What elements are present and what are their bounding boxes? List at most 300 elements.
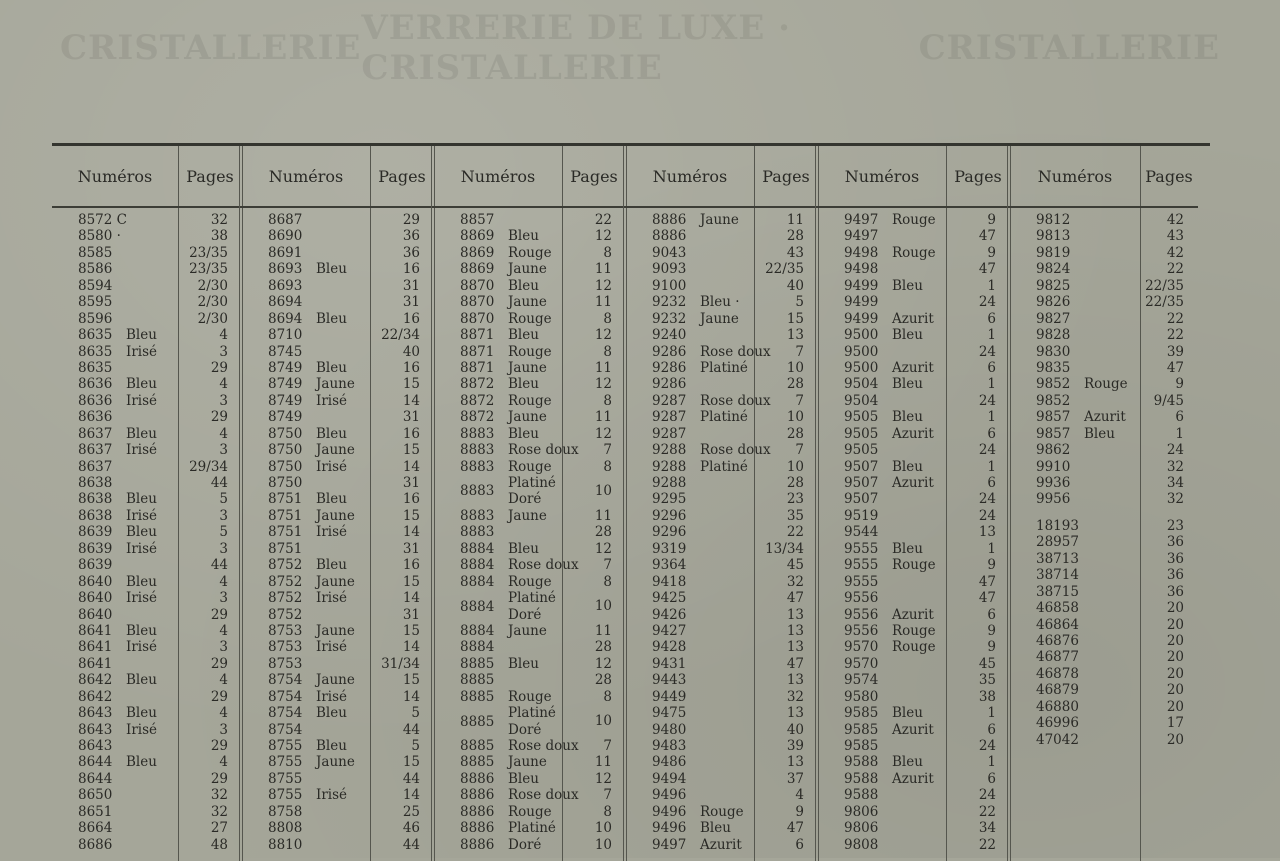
item-number: 9819 [1036, 244, 1071, 261]
table-row [242, 327, 370, 343]
page-reference: 24 [978, 491, 996, 508]
table-row [818, 574, 946, 590]
item-color: Bleu [126, 705, 157, 722]
item-number: 8691 [268, 244, 303, 261]
table-row [434, 623, 562, 639]
item-number: 8755 [268, 754, 303, 771]
table-row [1010, 491, 1140, 507]
table-row [434, 376, 562, 392]
page-reference: 20 [1166, 632, 1184, 649]
table-row [52, 360, 178, 376]
table-row [434, 212, 562, 228]
item-number: 8883 [460, 425, 495, 442]
page-reference: 20 [1166, 600, 1184, 617]
item-color: Bleu [316, 705, 347, 722]
page-reference: 6 [987, 475, 996, 491]
item-number: 8572 C [78, 212, 127, 228]
table-row [626, 590, 754, 606]
page-reference: 10 [594, 483, 612, 499]
item-color: Bleu [508, 277, 539, 294]
item-number: 9295 [652, 491, 687, 508]
page-reference: 11 [594, 622, 612, 639]
table-row [626, 705, 754, 721]
item-number: 8637 [78, 458, 113, 475]
item-color: Jaune [316, 573, 355, 590]
item-number: 9504 [844, 376, 879, 393]
page-reference: 28 [786, 228, 804, 245]
page-reference: 29 [210, 738, 228, 754]
page-reference: 3 [219, 343, 228, 360]
table-row [818, 607, 946, 623]
table-row [1010, 584, 1140, 600]
item-color: Bleu [316, 491, 347, 508]
page-reference: 11 [594, 294, 612, 311]
item-number: 8749 [268, 392, 303, 409]
page-reference: 16 [402, 359, 420, 376]
table-row [242, 294, 370, 310]
item-number: 9570 [844, 639, 879, 656]
item-number: 8870 [460, 294, 495, 311]
item-number: 9585 [844, 721, 879, 738]
table-row [434, 656, 562, 672]
item-number: 8596 [78, 310, 113, 327]
table-row [1010, 551, 1140, 567]
item-color: Rouge [508, 688, 552, 705]
item-number: 9828 [1036, 327, 1071, 344]
table-row [1010, 327, 1140, 343]
table-row [818, 228, 946, 244]
table-row [626, 294, 754, 310]
double-rule [1007, 146, 1008, 861]
table-row [1010, 228, 1140, 244]
item-number: 8885 [460, 713, 495, 730]
table-row [1010, 518, 1140, 534]
item-number: 18193 [1036, 517, 1079, 534]
page-reference: 16 [402, 310, 420, 327]
page-reference: 31 [402, 475, 420, 491]
table-row [626, 392, 771, 409]
page-reference: 1 [987, 376, 996, 393]
item-number: 8884 [460, 573, 495, 590]
table-row [626, 820, 754, 836]
item-number: 8639 [78, 557, 113, 574]
item-number: 8749 [268, 409, 303, 426]
table-row [1010, 459, 1140, 475]
item-number: 8758 [268, 803, 303, 820]
numeros-header: Numéros [818, 146, 946, 208]
item-number: 8643 [78, 705, 113, 722]
table-row [52, 294, 178, 310]
item-number: 46879 [1036, 682, 1079, 699]
item-number: 9574 [844, 672, 879, 689]
page-reference: 31 [402, 277, 420, 294]
item-number: 9556 [844, 590, 879, 607]
numeros-header: Numéros [52, 146, 178, 208]
table-row [626, 212, 754, 228]
item-number: 9812 [1036, 212, 1071, 228]
page-reference: 24 [978, 392, 996, 409]
item-number: 8872 [460, 392, 495, 409]
item-color: Irisé [316, 392, 348, 409]
page-reference: 31 [402, 294, 420, 311]
page-reference: 45 [978, 655, 996, 672]
page-reference: 6 [987, 606, 996, 623]
item-number: 46996 [1036, 715, 1079, 732]
item-number: 8883 [460, 507, 495, 524]
pages-header: Pages [1140, 146, 1198, 208]
table-row [242, 804, 370, 820]
table-row [1010, 534, 1140, 550]
item-number: 8639 [78, 540, 113, 557]
page-reference: 4 [219, 705, 228, 722]
table-row [52, 820, 178, 836]
page-reference: 14 [402, 787, 420, 804]
item-number: 8871 [460, 327, 495, 344]
table-row [626, 343, 771, 360]
item-number: 8755 [268, 770, 303, 787]
page-reference: 39 [786, 738, 804, 754]
page-reference: 22 [978, 803, 996, 820]
item-color: Jaune [316, 442, 355, 459]
page-reference: 37 [786, 770, 804, 787]
item-color: Rouge [508, 244, 552, 261]
page-reference: 13 [978, 524, 996, 541]
item-color: Irisé [316, 524, 348, 541]
item-number: 8710 [268, 327, 303, 344]
ghost-title-left: CRISTALLERIE [60, 28, 362, 68]
pages-column-4 [754, 146, 819, 861]
table-row [242, 475, 370, 491]
table-row [434, 426, 562, 442]
table-row [626, 574, 754, 590]
table-row [434, 261, 562, 277]
table-row [1010, 600, 1140, 616]
item-number: 8585 [78, 244, 113, 261]
item-color: Irisé [126, 590, 158, 607]
page-reference: 3 [219, 721, 228, 738]
table-row [434, 278, 562, 294]
item-color: Irisé [126, 639, 158, 656]
page-reference: 5 [411, 738, 420, 754]
table-row [626, 278, 754, 294]
table-row [818, 294, 946, 310]
item-number: 9286 [652, 376, 687, 393]
page-reference: 10 [594, 713, 612, 730]
item-number: 9910 [1036, 458, 1071, 475]
numeros-header: Numéros [242, 146, 370, 208]
table-row [818, 475, 946, 491]
item-number: 8884 [460, 540, 495, 557]
item-color: Bleu [892, 327, 923, 344]
page-reference: 44 [402, 721, 420, 738]
item-color: Jaune [316, 672, 355, 689]
item-color: Irisé [126, 343, 158, 360]
page-reference: 2/30 [197, 294, 228, 311]
table-row [242, 442, 370, 458]
table-row [1010, 567, 1140, 583]
page-reference: 32 [786, 688, 804, 705]
item-number: 9296 [652, 524, 687, 541]
page-reference: 13 [786, 754, 804, 771]
page-reference: 29 [210, 770, 228, 787]
table-row [818, 261, 946, 277]
page-reference: 14 [402, 639, 420, 656]
table-row [818, 426, 946, 442]
item-color: Rose doux [700, 392, 771, 409]
item-number: 8642 [78, 688, 113, 705]
table-row [434, 228, 562, 244]
item-number: 9826 [1036, 294, 1071, 311]
table-row [242, 344, 370, 360]
page-reference: 22/35 [765, 261, 804, 278]
item-color: Bleu [316, 310, 347, 327]
item-number: 8886 [460, 803, 495, 820]
table-row [818, 491, 946, 507]
table-row [818, 393, 946, 409]
pages-column-2 [370, 146, 435, 861]
item-number: 8637 [78, 425, 113, 442]
page-reference: 1 [987, 540, 996, 557]
page-reference: 32 [210, 787, 228, 804]
item-color: Azurit [892, 721, 934, 738]
page-reference: 22 [786, 524, 804, 541]
page-reference: 6 [987, 721, 996, 738]
item-color: Jaune [316, 507, 355, 524]
table-row [818, 771, 946, 787]
page-reference: 22 [1166, 261, 1184, 278]
table-row [242, 672, 370, 688]
item-color: Rouge [892, 244, 936, 261]
item-color: Rouge [892, 212, 936, 228]
item-number: 9555 [844, 557, 879, 574]
item-color: Rouge [508, 310, 552, 327]
item-number: 9288 [652, 458, 687, 475]
table-row [626, 607, 754, 623]
page-reference: 28 [594, 672, 612, 689]
item-number: 9232 [652, 310, 687, 327]
table-row [52, 409, 178, 425]
pages-header: Pages [754, 146, 818, 208]
item-number: 9232 [652, 294, 687, 311]
item-number: 9500 [844, 359, 879, 376]
page-reference: 4 [219, 376, 228, 393]
item-number: 9496 [652, 803, 687, 820]
table-row [626, 722, 754, 738]
page-reference: 42 [1166, 212, 1184, 228]
item-number: 8754 [268, 672, 303, 689]
item-number: 9497 [652, 836, 687, 853]
item-color: Rouge [508, 573, 552, 590]
item-color: Platiné [700, 409, 748, 426]
page-reference: 13 [786, 622, 804, 639]
table-row [434, 393, 562, 409]
table-row [52, 311, 178, 327]
table-row [434, 771, 562, 787]
page-reference: 25 [402, 803, 420, 820]
item-color: Jaune [316, 376, 355, 393]
item-color: Bleu [892, 277, 923, 294]
pages-header: Pages [562, 146, 626, 208]
table-row [52, 491, 178, 507]
item-number: 8586 [78, 261, 113, 278]
table-row [434, 245, 562, 261]
item-number: 9507 [844, 458, 879, 475]
page-reference: 35 [786, 507, 804, 524]
page-reference: 9 [987, 639, 996, 656]
table-row [52, 508, 178, 524]
item-number: 8871 [460, 359, 495, 376]
page-reference: 24 [978, 507, 996, 524]
item-number: 8884 [460, 598, 495, 615]
item-number: 8644 [78, 770, 113, 787]
page-reference: 38 [210, 228, 228, 245]
page-reference: 39 [1166, 343, 1184, 360]
table-row [242, 212, 370, 228]
item-number: 9825 [1036, 277, 1071, 294]
item-number: 9852 [1036, 376, 1071, 393]
item-color: Bleu [1084, 425, 1115, 442]
table-row [1010, 699, 1140, 715]
item-number: 8810 [268, 836, 303, 853]
page-reference: 12 [594, 277, 612, 294]
page-reference: 47 [978, 228, 996, 245]
double-rule [431, 146, 432, 861]
item-number: 9427 [652, 622, 687, 639]
table-row [818, 212, 946, 228]
item-color: Irisé [316, 787, 348, 804]
page-reference: 28 [786, 475, 804, 491]
double-rule [815, 146, 816, 861]
page-reference: 15 [402, 573, 420, 590]
item-number: 9449 [652, 688, 687, 705]
item-number: 8883 [460, 483, 495, 500]
item-number: 8640 [78, 590, 113, 607]
item-number: 9835 [1036, 359, 1071, 376]
item-color: Bleu [316, 557, 347, 574]
table-row [626, 442, 771, 459]
table-row [434, 327, 562, 343]
item-number: 8642 [78, 672, 113, 689]
page-reference: 1 [987, 458, 996, 475]
item-number: 8883 [460, 442, 495, 459]
item-number: 9556 [844, 606, 879, 623]
item-number: 9862 [1036, 442, 1071, 459]
item-color: Irisé [126, 540, 158, 557]
page-reference: 22/34 [381, 327, 420, 344]
page-reference: 9 [1175, 376, 1184, 393]
page-reference: 12 [594, 376, 612, 393]
table-row [52, 672, 178, 688]
item-color: Irisé [126, 442, 158, 459]
item-number: 9475 [652, 705, 687, 722]
table-row [626, 787, 754, 803]
table-row [818, 360, 946, 376]
item-color: Irisé [126, 721, 158, 738]
page-reference: 28 [594, 524, 612, 541]
page-reference: 8 [603, 803, 612, 820]
item-number: 9287 [652, 425, 687, 442]
table-row [434, 524, 562, 540]
item-number: 9813 [1036, 228, 1071, 245]
table-row [52, 557, 178, 573]
item-number: 8754 [268, 688, 303, 705]
item-number: 8885 [460, 672, 495, 689]
item-number: 8644 [78, 754, 113, 771]
page-reference: 24 [978, 738, 996, 754]
table-row [1010, 649, 1140, 665]
table-row [818, 623, 946, 639]
page-reference: 29 [402, 212, 420, 228]
item-number: 9519 [844, 507, 879, 524]
item-number: 9852 [1036, 392, 1071, 409]
page-reference: 47 [978, 573, 996, 590]
page-reference: 3 [219, 639, 228, 656]
item-number: 8638 [78, 475, 113, 491]
item-number: 9286 [652, 359, 687, 376]
table-row [818, 590, 946, 606]
table-row [52, 393, 178, 409]
item-number: 8637 [78, 442, 113, 459]
table-row [52, 228, 178, 244]
page-reference: 13 [786, 606, 804, 623]
table-row [434, 459, 562, 475]
page-reference: 44 [402, 836, 420, 853]
page-reference: 3 [219, 392, 228, 409]
table-row [434, 344, 562, 360]
item-color: Azurit [1084, 409, 1126, 426]
item-color: Bleu [508, 327, 539, 344]
table-row [242, 459, 370, 475]
page-reference: 12 [594, 540, 612, 557]
page-reference: 12 [594, 770, 612, 787]
item-number: 8641 [78, 622, 113, 639]
item-number: 9806 [844, 803, 879, 820]
item-number: 9505 [844, 425, 879, 442]
table-row [242, 722, 370, 738]
page-reference: 1 [987, 277, 996, 294]
table-row [818, 705, 946, 721]
page-reference: 9/45 [1153, 392, 1184, 409]
page-reference: 6 [795, 836, 804, 853]
table-row [626, 311, 754, 327]
page-reference: 13 [786, 705, 804, 722]
item-color: Bleu [508, 770, 539, 787]
item-number: 8635 [78, 359, 113, 376]
item-color: Rouge [892, 622, 936, 639]
table-row [1010, 666, 1140, 682]
item-number: 8885 [460, 754, 495, 771]
page-reference: 48 [210, 836, 228, 853]
page-reference: 11 [594, 409, 612, 426]
item-number: 28957 [1036, 534, 1079, 551]
catalog-index-table [52, 143, 1210, 861]
item-color: Azurit [892, 359, 934, 376]
page-reference: 2/30 [197, 277, 228, 294]
page-reference: 14 [402, 524, 420, 541]
item-number: 8883 [460, 458, 495, 475]
table-row [242, 738, 370, 754]
item-number: 8752 [268, 606, 303, 623]
item-color: Irisé [316, 458, 348, 475]
item-number: 8886 [460, 820, 495, 837]
item-color: Bleu [316, 738, 347, 754]
numeros-header: Numéros [434, 146, 562, 208]
table-row [242, 393, 370, 409]
page-reference: 29 [210, 359, 228, 376]
item-number: 8636 [78, 392, 113, 409]
item-number: 8755 [268, 738, 303, 754]
page-reference: 17 [1166, 715, 1184, 732]
